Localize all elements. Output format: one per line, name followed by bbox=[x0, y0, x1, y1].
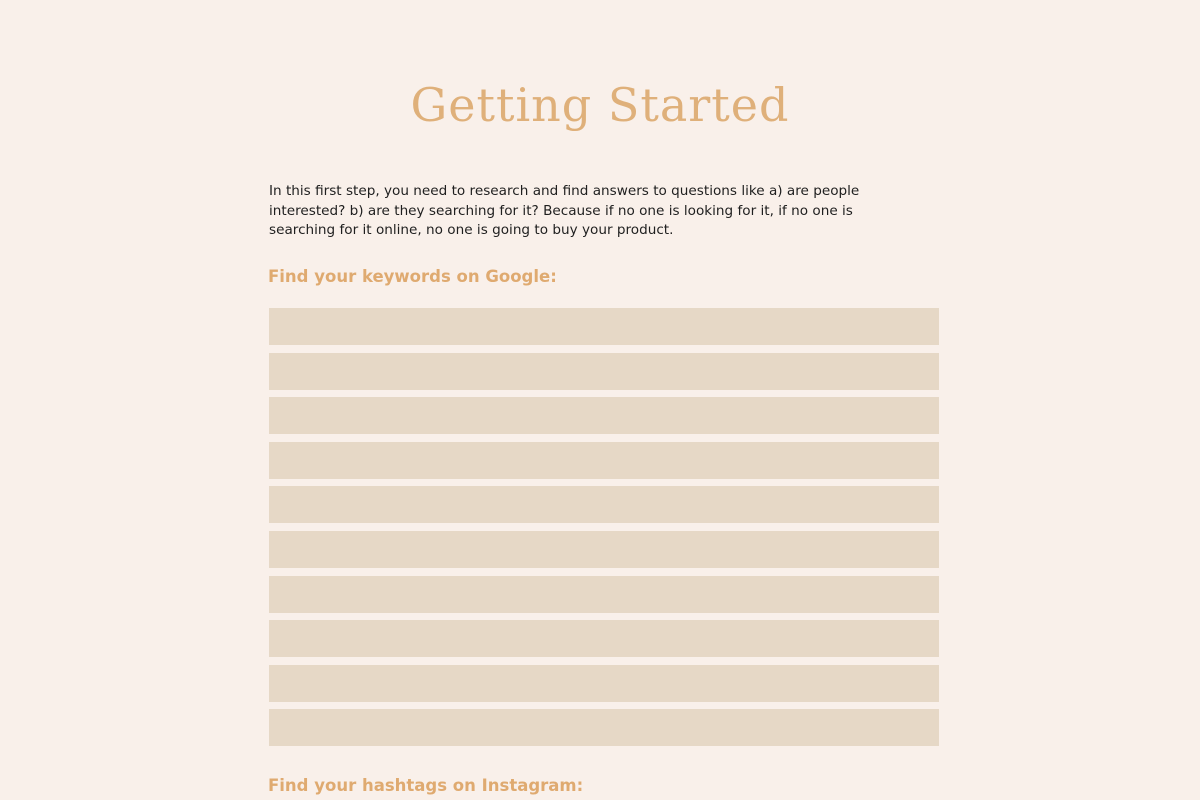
hashtags-heading: Find your hashtags on Instagram: bbox=[268, 776, 584, 795]
keyword-field[interactable] bbox=[269, 397, 939, 434]
intro-paragraph: In this first step, you need to research and find answers to questions like a) are people interested? b) are they searching for it? Because if no one is looking for it, if no one is searching for it online, no one is going to buy your product. bbox=[269, 183, 860, 238]
keyword-field[interactable] bbox=[269, 576, 939, 613]
keyword-field[interactable] bbox=[269, 486, 939, 523]
keyword-field[interactable] bbox=[269, 353, 939, 390]
keywords-heading: Find your keywords on Google: bbox=[268, 267, 557, 286]
keyword-field[interactable] bbox=[269, 709, 939, 746]
keyword-entry-list bbox=[269, 308, 939, 754]
keyword-field[interactable] bbox=[269, 531, 939, 568]
keyword-field[interactable] bbox=[269, 620, 939, 657]
keyword-field[interactable] bbox=[269, 665, 939, 702]
keyword-field[interactable] bbox=[269, 442, 939, 479]
keyword-field[interactable] bbox=[269, 308, 939, 345]
page-title: Getting Started bbox=[410, 78, 790, 132]
